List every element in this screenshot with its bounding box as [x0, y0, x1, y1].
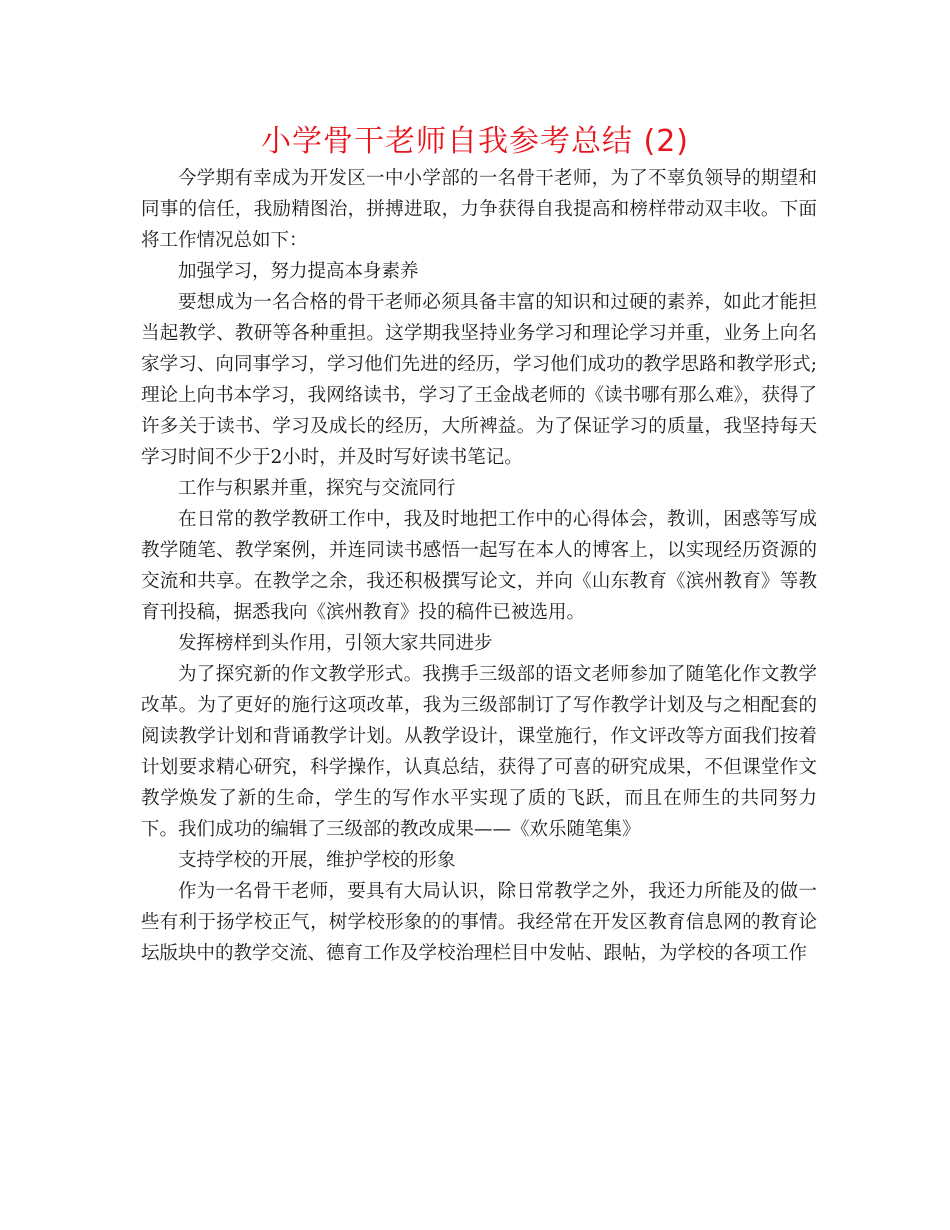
paragraph-intro: 今学期有幸成为开发区一中小学部的一名骨干老师，为了不辜负领导的期望和同事的信任，我励精图治，拼搏进取，力争获得自我提高和榜样带动双丰收。下面将工作情况总如下：: [141, 168, 817, 251]
section-heading-study: 加强学习，努力提高本身素养: [178, 261, 419, 282]
section-heading-example: 发挥榜样到头作用，引领大家共同进步: [178, 633, 493, 654]
document-body: [141, 163, 817, 969]
section-heading-work: 工作与积累并重，探究与交流同行: [178, 478, 456, 499]
section-heading-school: 支持学校的开展，维护学校的形象: [178, 850, 456, 871]
paragraph-example: 为了探究新的作文教学形式。我携手三级部的语文老师参加了随笔化作文教学改革。为了更好的施行这项改革，我为三级部制订了写作教学计划及与之相配套的阅读教学计划和背诵教学计划。从教学设计，课堂施行，作文评改等方面我们按着计划要求精心研究，科学操作，认真总结，获得了可喜的研究成果，不但课堂作文教学焕发了新的生命，学生的写作水平实现了质的飞跃，而且在师生的共同努力下。我们成功的编辑了三级部的教改成果——《欢乐随笔集》: [141, 664, 817, 840]
paragraph-work: 在日常的教学教研工作中，我及时地把工作中的心得体会，教训，困惑等写成教学随笔、教学案例，并连同读书感悟一起写在本人的博客上，以实现经历资源的交流和共享。在教学之余，我还积极撰写论文，并向《山东教育《滨州教育》等教育刊投稿，据悉我向《滨州教育》投的稿件已被选用。: [141, 509, 817, 623]
paragraph-school: 作为一名骨干老师，要具有大局认识，除日常教学之外，我还力所能及的做一些有利于扬学校正气，树学校形象的的事情。我经常在开发区教育信息网的教育论坛版块中的教学交流、德育工作及学校治理栏目中发帖、跟帖，为学校的各项工作: [141, 881, 817, 964]
paragraph-study: 要想成为一名合格的骨干老师必须具备丰富的知识和过硬的素养，如此才能担当起教学、教研等各种重担。这学期我坚持业务学习和理论学习并重，业务上向名家学习、向同事学习，学习他们先进的经历，学习他们成功的教学思路和教学形式;理论上向书本学习，我网络读书，学习了王金战老师的《读书哪有那么难》，获得了许多关于读书、学习及成长的经历，大所裨益。为了保证学习的质量，我坚持每天学习时间不少于2小时，并及时写好读书笔记。: [141, 292, 817, 468]
document-title: 小学骨干老师自我参考总结 (2): [260, 124, 690, 159]
